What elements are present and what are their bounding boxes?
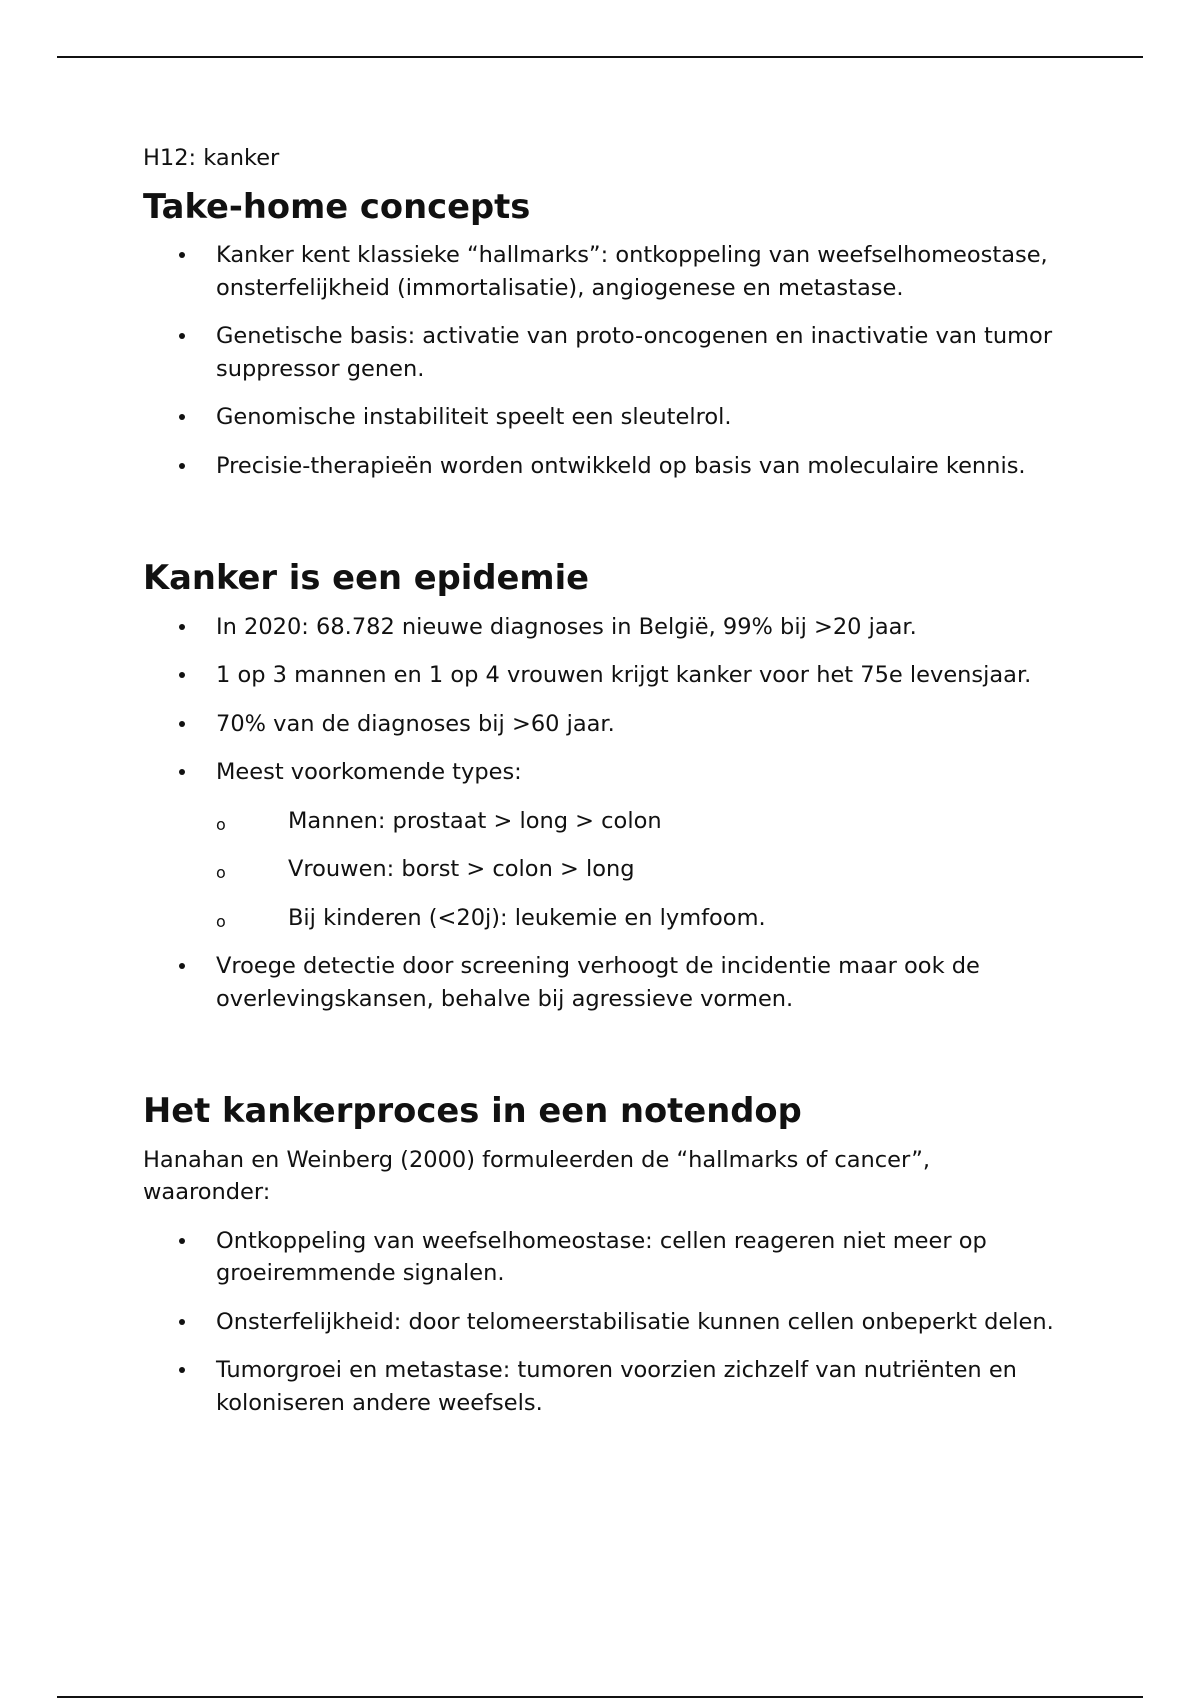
circle-bullet-icon: o [216, 911, 226, 931]
types-sublist [216, 805, 1063, 935]
sub-list-item: o Mannen: prostaat > long > colon [216, 805, 1063, 838]
document-body [143, 142, 1063, 1419]
sub-list-item: o Bij kinderen (<20j): leukemie en lymfoom. [216, 902, 1063, 935]
bullet-icon [179, 463, 185, 469]
section-heading-kankerproces: Het kankerproces in een notendop [143, 1091, 802, 1130]
document-title: H12: kanker [143, 145, 280, 171]
list-item: In 2020: 68.782 nieuwe diagnoses in België, 99% bij >20 jaar. [143, 611, 1063, 644]
bullet-icon [179, 672, 185, 678]
list-item: Tumorgroei en metastase: tumoren voorzien zichzelf van nutriënten en koloniseren andere weefsels. [143, 1354, 1063, 1419]
circle-bullet-icon: o [216, 814, 226, 834]
footer-rule [57, 1696, 1143, 1698]
section-heading-take-home: Take-home concepts [143, 186, 531, 226]
section-intro: Hanahan en Weinberg (2000) formuleerden de “hallmarks of cancer”, waaronder: [143, 1146, 931, 1205]
list-item: 70% van de diagnoses bij >60 jaar. [143, 708, 1063, 741]
circle-bullet-icon: o [216, 863, 226, 882]
list-item: 1 op 3 mannen en 1 op 4 vrouwen krijgt kanker voor het 75e levensjaar. [143, 659, 1063, 692]
sub-list-item: o Vrouwen: borst > colon > long [216, 853, 1063, 886]
bullet-icon [179, 1367, 185, 1373]
list-item: Ontkoppeling van weefselhomeostase: cellen reageren niet meer op groeiremmende signalen. [143, 1225, 1063, 1290]
bullet-icon [179, 963, 185, 969]
list-item: Onsterfelijkheid: door telomeerstabilisatie kunnen cellen onbeperkt delen. [143, 1306, 1063, 1339]
bullet-icon [179, 252, 185, 258]
bullet-icon [179, 333, 185, 339]
list-item: Precisie-therapieën worden ontwikkeld op basis van moleculaire kennis. [143, 450, 1063, 483]
list-item: Genetische basis: activatie van proto-oncogenen en inactivatie van tumor suppressor genen. [143, 320, 1063, 385]
bullet-icon [179, 414, 185, 420]
list-item: Meest voorkomende types: o Mannen: prostaat > long > colon o Vrouwen: borst > colon > long o Bij kinderen (<20j): leukemie en lymfoom. [143, 756, 1063, 934]
header-rule [57, 56, 1143, 58]
list-item: Genomische instabiliteit speelt een sleutelrol. [143, 401, 1063, 434]
hallmarks-list [143, 1225, 1063, 1420]
section-heading-epidemie: Kanker is een epidemie [143, 558, 590, 597]
bullet-icon [179, 1238, 185, 1244]
bullet-icon [179, 769, 185, 775]
list-item: Kanker kent klassieke “hallmarks”: ontkoppeling van weefselhomeostase, onsterfelijkheid (immortalisatie), angiogenese en metastase. [143, 239, 1063, 304]
list-item: Vroege detectie door screening verhoogt de incidentie maar ook de overlevingskansen, behalve bij agressieve vormen. [143, 950, 1063, 1015]
epidemie-list [143, 611, 1063, 1016]
bullet-icon [179, 624, 185, 630]
bullet-icon [179, 1319, 185, 1325]
take-home-list [143, 239, 1063, 482]
bullet-icon [179, 721, 185, 727]
